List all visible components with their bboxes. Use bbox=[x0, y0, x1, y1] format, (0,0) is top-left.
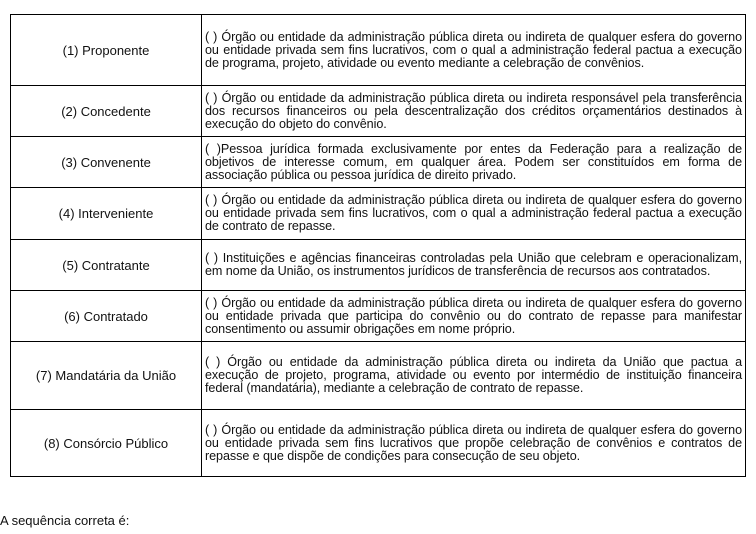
definition-cell: ( ) Órgão ou entidade da administração pública direta ou indireta de qualquer esfera do governo ou entidade privada que participa do convênio ou do contrato de repasse para manifestar consentimento ou assumir obrigações em nome próprio. bbox=[202, 291, 746, 342]
term-cell: (4) Interveniente bbox=[11, 188, 202, 240]
definition-cell: ( ) Órgão ou entidade da administração pública direta ou indireta de qualquer esfera do governo ou entidade privada sem fins lucrativos, com o qual a administração federal pactua a execução de contrato de repasse. bbox=[202, 188, 746, 240]
table-row bbox=[11, 137, 746, 188]
matching-table bbox=[10, 14, 746, 477]
table-row bbox=[11, 291, 746, 342]
definition-cell: ( ) Instituições e agências financeiras controladas pela União que celebram e operacionalizam, em nome da União, os instrumentos jurídicos de transferência de recursos aos contratados. bbox=[202, 240, 746, 291]
term-cell: (2) Concedente bbox=[11, 86, 202, 137]
term-cell: (8) Consórcio Público bbox=[11, 410, 202, 477]
term-cell: (6) Contratado bbox=[11, 291, 202, 342]
table-row bbox=[11, 15, 746, 86]
term-cell: (7) Mandatária da União bbox=[11, 342, 202, 410]
question-prompt: A sequência correta é: bbox=[0, 513, 130, 528]
table-row bbox=[11, 410, 746, 477]
term-cell: (1) Proponente bbox=[11, 15, 202, 86]
table-row bbox=[11, 342, 746, 410]
definition-cell: ( ) Órgão ou entidade da administração pública direta ou indireta responsável pela transferência dos recursos financeiros ou pela descentralização dos créditos orçamentários destinados à execução do objeto do convênio. bbox=[202, 86, 746, 137]
table-row bbox=[11, 240, 746, 291]
definition-cell: ( ) Órgão ou entidade da administração pública direta ou indireta da União que pactua a execução de projeto, programa, atividade ou evento por intermédio de instituição financeira federal (mandatária), mediante a celebração de contrato de repasse. bbox=[202, 342, 746, 410]
table-row bbox=[11, 86, 746, 137]
definition-cell: ( ) Órgão ou entidade da administração pública direta ou indireta de qualquer esfera do governo ou entidade privada sem fins lucrativos, com o qual a administração federal pactua a execução de programa, projeto, atividade ou evento mediante a celebração de convênios. bbox=[202, 15, 746, 86]
definition-cell: ( ) Órgão ou entidade da administração pública direta ou indireta de qualquer esfera do governo ou entidade privada sem fins lucrativos que propõe celebração de convênios e contratos de repasse e que dispõe de condições para consecução de seu objeto. bbox=[202, 410, 746, 477]
definition-cell: ( )Pessoa jurídica formada exclusivamente por entes da Federação para a realização de objetivos de interesse comum, em qualquer área. Podem ser constituídos em forma de associação pública ou pessoa jurídica de direito privado. bbox=[202, 137, 746, 188]
term-cell: (3) Convenente bbox=[11, 137, 202, 188]
table-row bbox=[11, 188, 746, 240]
term-cell: (5) Contratante bbox=[11, 240, 202, 291]
